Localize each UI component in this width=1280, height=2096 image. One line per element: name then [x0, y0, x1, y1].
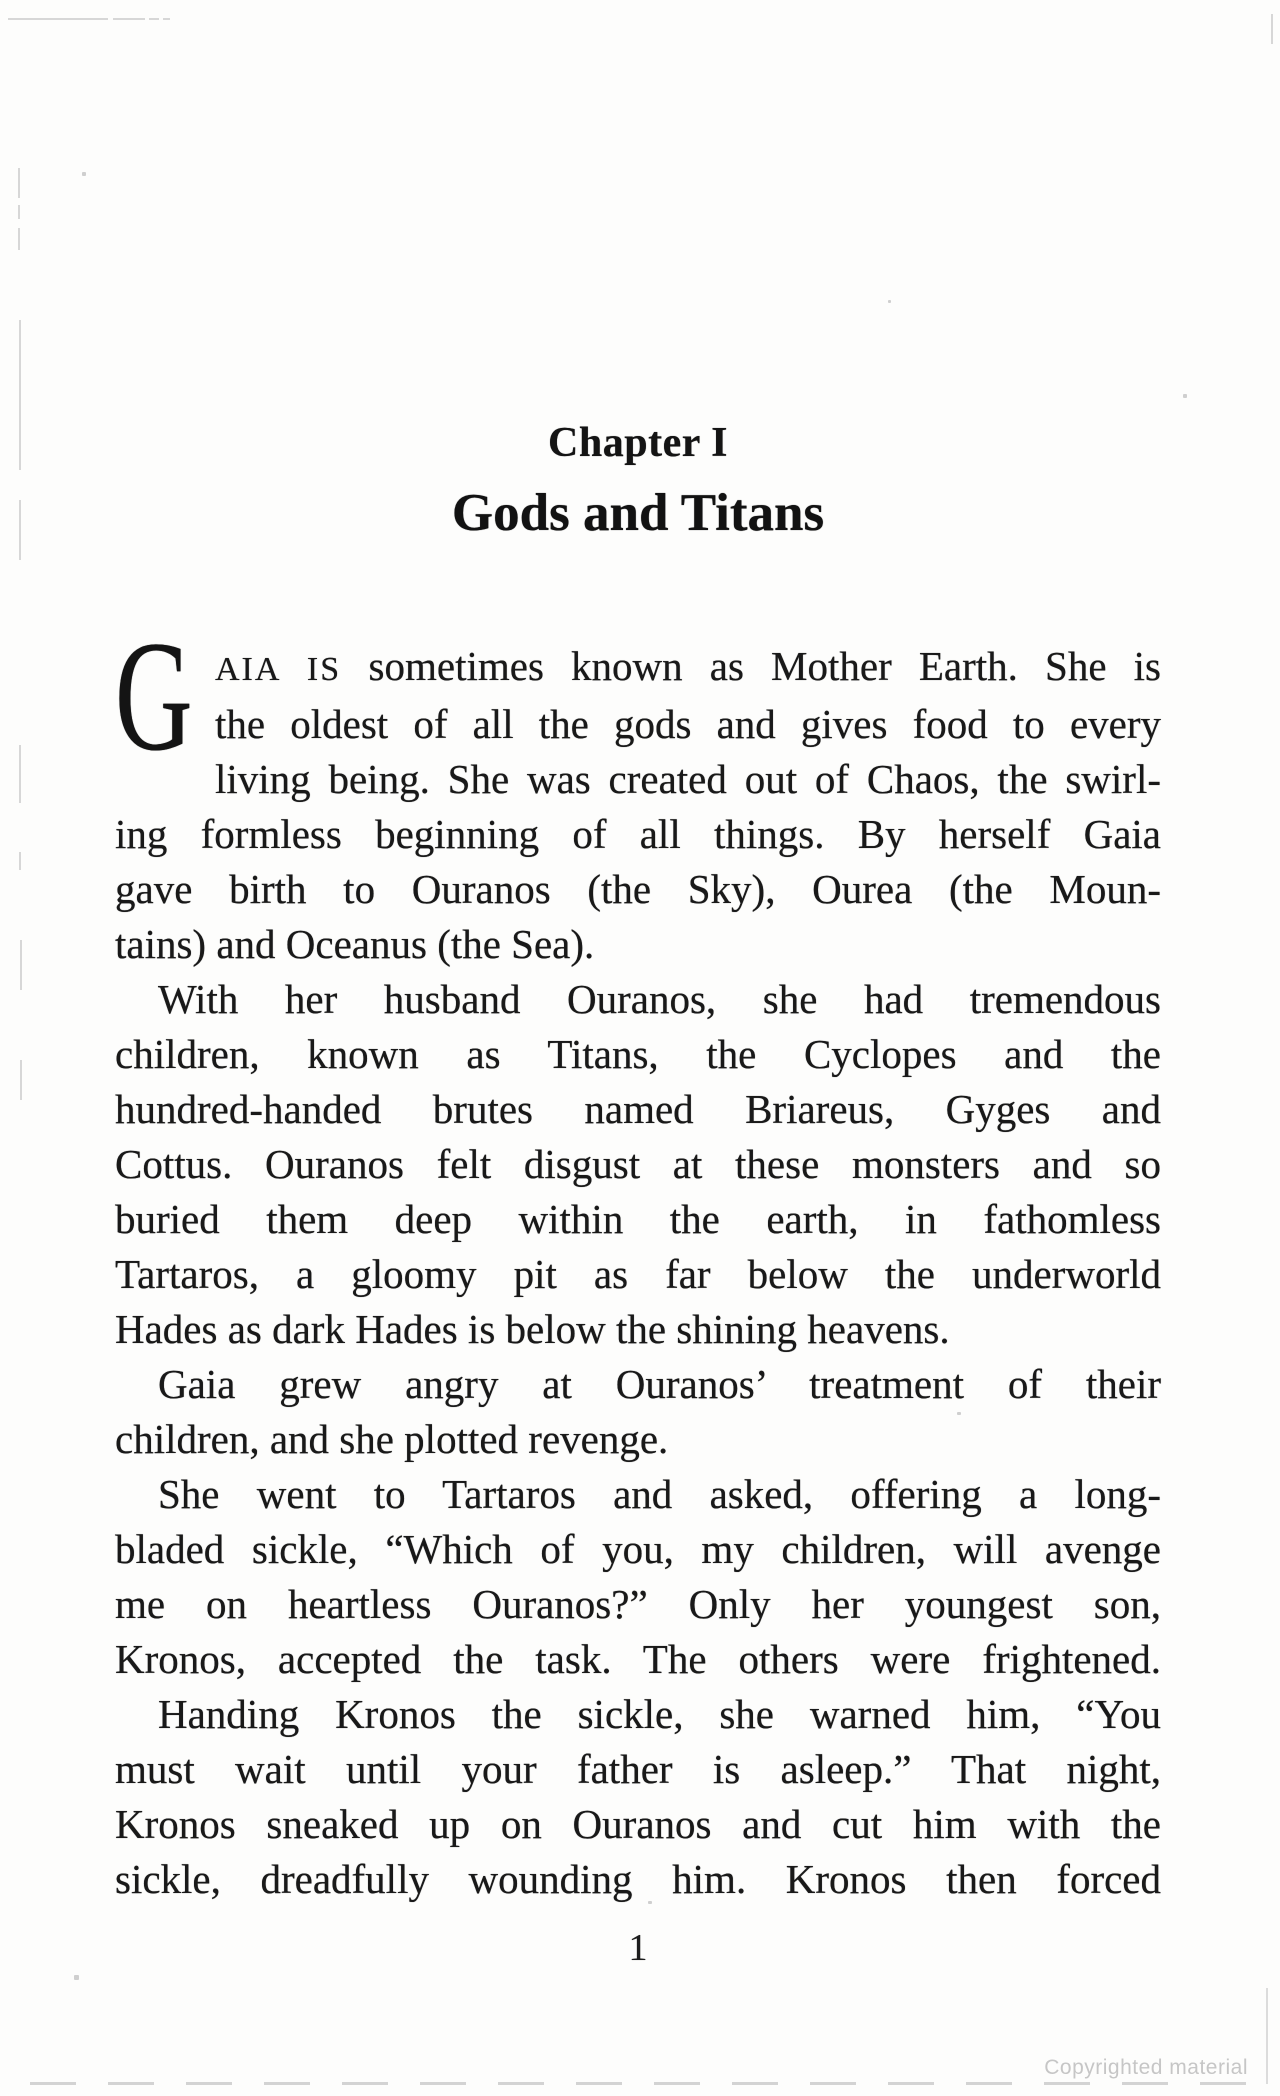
- body-text: [115, 609, 1161, 1907]
- scan-artifact: [8, 18, 108, 20]
- text-line: children, and she plotted revenge.: [115, 1416, 669, 1462]
- text-line: sickle, dreadfully wounding him. Kronos then forced: [115, 1856, 1161, 1902]
- text-line: must wait until your father is asleep.” That night,: [115, 1746, 1161, 1792]
- drop-cap: G: [115, 609, 193, 784]
- text-line: Gaia grew angry at Ouranos’ treatment of their: [158, 1361, 1161, 1407]
- scan-speck: [888, 300, 891, 303]
- text-line: gave birth to Ouranos (the Sky), Ourea (the Moun-: [115, 866, 1161, 912]
- scan-artifact: [18, 228, 20, 250]
- text-line: living being. She was created out of Chaos, the swirl-: [215, 756, 1161, 802]
- text-line: Kronos sneaked up on Ouranos and cut him with the: [115, 1801, 1161, 1847]
- paragraph: [115, 609, 1161, 972]
- copyright-watermark: Copyrighted material: [1044, 2056, 1248, 2079]
- scan-speck: [74, 1975, 79, 1980]
- text-line: Kronos, accepted the task. The others were frightened.: [115, 1636, 1161, 1682]
- text-line: Hades as dark Hades is below the shining heavens.: [115, 1306, 950, 1352]
- scan-artifact: [19, 745, 21, 803]
- page-number: 1: [628, 1927, 648, 1969]
- scan-artifact: [19, 852, 21, 870]
- text-line: Tartaros, a gloomy pit as far below the underworld: [115, 1251, 1161, 1297]
- paragraph: [115, 1357, 1161, 1467]
- chapter-title: Gods and Titans: [451, 484, 825, 542]
- text-line: Handing Kronos the sickle, she warned him, “You: [158, 1691, 1161, 1737]
- text-line: bladed sickle, “Which of you, my children, will avenge: [115, 1526, 1161, 1572]
- text-line: children, known as Titans, the Cyclopes and the: [115, 1031, 1161, 1077]
- scan-artifact: [20, 940, 22, 990]
- scan-artifact: [19, 500, 21, 560]
- text-line: hundred-handed brutes named Briareus, Gyges and: [115, 1086, 1161, 1132]
- scan-artifact: [1266, 1988, 1268, 2084]
- text-line: buried them deep within the earth, in fathomless: [115, 1196, 1161, 1242]
- scan-artifact: [20, 1060, 22, 1100]
- text-line: me on heartless Ouranos?” Only her youngest son,: [115, 1581, 1161, 1627]
- scan-artifact: [113, 18, 145, 20]
- paragraph: [115, 972, 1161, 1357]
- scan-artifact: [18, 205, 20, 219]
- scan-artifact: [163, 18, 170, 20]
- scan-artifact: [30, 2082, 1270, 2085]
- paragraph: [115, 1687, 1161, 1907]
- text-line: the oldest of all the gods and gives food to every: [215, 701, 1161, 747]
- scan-artifact: [18, 168, 20, 198]
- text-line: tains) and Oceanus (the Sea).: [115, 921, 595, 967]
- text-line: Cottus. Ouranos felt disgust at these monsters and so: [115, 1141, 1161, 1187]
- scan-speck: [1183, 394, 1187, 398]
- text-line: ing formless beginning of all things. By herself Gaia: [115, 811, 1161, 857]
- text-line: She went to Tartaros and asked, offering a long-: [158, 1471, 1161, 1517]
- small-caps-lead: AIA IS: [215, 651, 369, 688]
- scan-artifact: [19, 320, 21, 470]
- scan-artifact: [1271, 14, 1273, 44]
- scan-artifact: [149, 18, 159, 20]
- scan-speck: [82, 172, 86, 176]
- text-line: AIA IS sometimes known as Mother Earth. She is: [215, 643, 1161, 689]
- chapter-label: Chapter I: [548, 420, 728, 466]
- text-line: With her husband Ouranos, she had tremendous: [158, 976, 1161, 1022]
- paragraph: [115, 1467, 1161, 1687]
